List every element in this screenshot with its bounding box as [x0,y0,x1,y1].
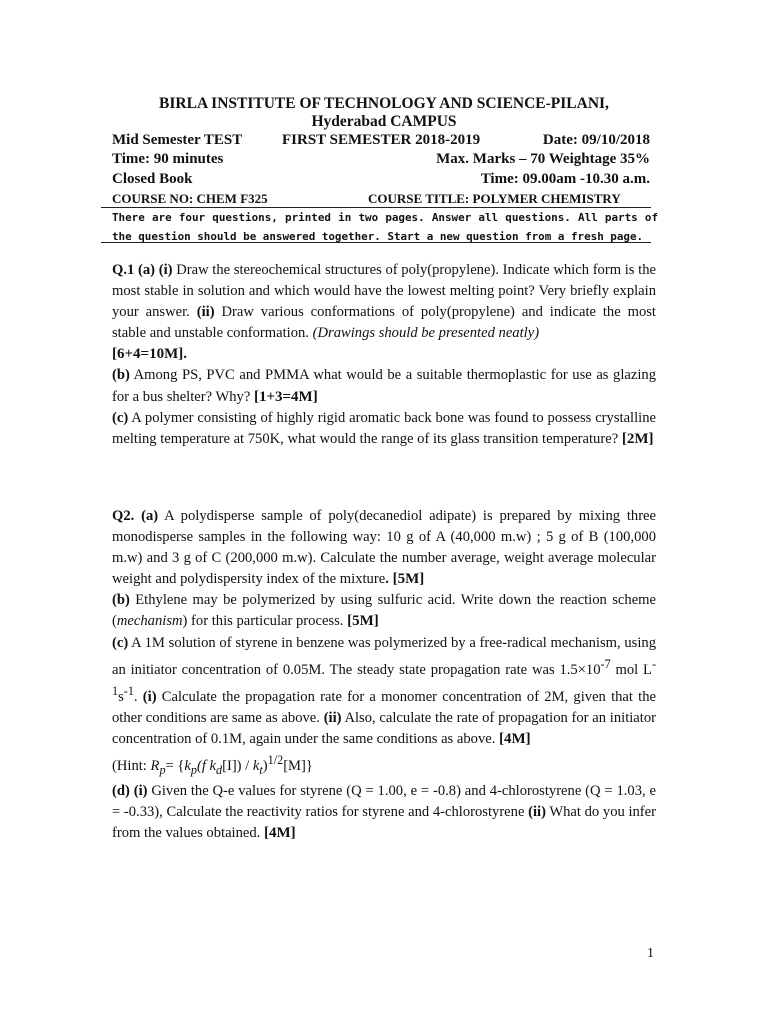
hint-m: [M]} [283,757,313,774]
q2-cii-text: Also, calculate the rate of propagation for an initiator concentration of 0.1M, again under the same conditions as above. [112,709,656,747]
q2-ci-label: (i) [142,688,157,705]
q2-c-text-1: A 1M solution of styrene in benzene was polymerized by a free-radical mechanism, using an initiator concentration of 0.05M. The steady state propagation rate was 1.5×10 [112,634,656,678]
q2-c-exp-2: -1 [112,656,656,698]
campus-name: Hyderabad CAMPUS [311,113,457,130]
hint-close: ) [262,757,268,774]
q2-cii-label: (ii) [323,709,342,726]
hint-exp: 1/2 [267,752,284,767]
hint-kt-sub: t [259,762,263,777]
exam-date: Date: 09/10/2018 [542,132,650,148]
q2-c-text-2: mol L [610,661,652,678]
q2-c-label: (c) [112,634,129,651]
q2-a-text: A polydisperse sample of poly(decanediol adipate) is prepared by mixing three monodisperse samples in the following way: 10 g of A (40,000 m.w) ; 5 g of B (100,000 m.w) and 3 g of C (200,000 m.w). Calculate the number average, weight average molecular weight and polydispersity index of the mixture [112,508,657,588]
q1-c-marks: [2M] [621,430,654,447]
q1-a-label: (a) [138,262,156,278]
time-slot: Time: 09.00am -10.30 a.m. [480,171,650,187]
q2-c-marks: [4M] [499,730,531,747]
q1-c-text: A polymer consisting of highly rigid aromatic back bone was found to possess crystalline melting temperature at 750K, what would the range of its glass transition temperature? [112,409,656,447]
q1-part-b [112,365,656,407]
q2-b-mechanism: mechanism [116,613,183,630]
instructions: There are four questions, printed in two pages. Answer all questions. All parts of the question should be answered together. Start a new question from a fresh page. [112,211,658,243]
header-row-1 [112,132,650,152]
q1-part-c [112,408,656,450]
q2-b-label: (b) [112,592,130,609]
q1-aii-text: Draw various conformations of poly(propylene) and indicate the most stable and unstable conformation. [112,304,656,342]
q1-b-marks: [1+3=4M] [253,388,318,405]
hint-open: (Hint: [112,757,151,774]
q2-d-label: (d) [112,782,130,799]
q2-part-b [112,590,656,632]
q2-di-label: (i) [133,782,148,799]
hint-i: [I]) / [222,757,253,774]
hint-k2: k [252,757,260,774]
hint-kd-sub: d [216,762,223,777]
q2-a-label: (a) [141,508,159,524]
q2-ci-text: Calculate the propagation rate for a monomer concentration of 2M, given that the other conditions are same as above. [112,688,656,726]
q2-part-d [112,781,656,844]
q2-di-text: Given the Q-e values for styrene (Q = 1.00, e = -0.8) and 4-chlorostyrene (Q = 1.03, e = -0.33), Calculate the reactivity ratios for styrene and 4-chlorostyrene [112,782,656,820]
q2-part-a [112,506,656,590]
page-number: 1 [647,946,654,961]
book-type: Closed Book [112,171,193,187]
q2-c-exp-1: -7 [600,656,611,671]
hint-k: k [184,757,191,774]
hint-kp-sub: p [190,762,197,777]
question-1 [112,260,656,450]
q2-d-marks: [4M] [263,824,296,841]
duration: Time: 90 minutes [112,151,224,167]
hint-r: R [150,757,160,774]
course-number: COURSE NO: CHEM F325 [112,191,268,206]
q2-dii-label: (ii) [528,803,546,820]
q1-b-text: Among PS, PVC and PMMA what would be a suitable thermoplastic for use as glazing for a bus shelter? Why? [112,367,656,405]
course-title: COURSE TITLE: POLYMER CHEMISTRY [368,191,621,206]
q2-b-text-2: ) for this particular process. [182,613,348,630]
q2-c-text-3: s [118,688,124,705]
hint-eq: = { [165,757,185,774]
q1-a-marks: [6+4=10M]. [112,346,187,363]
q2-b-marks: [5M] [347,613,379,630]
q2-c-text-4: . [133,688,143,705]
q2-hint [112,750,656,781]
max-marks: Max. Marks – 70 Weightage 35% [436,151,650,167]
q1-c-label: (c) [112,409,129,426]
q2-a-dot: . [385,571,389,588]
q1-aii-label: (ii) [196,304,215,321]
header-row-2 [112,151,650,171]
hint-p-sub: p [159,762,166,777]
q2-number: Q2. [112,508,135,524]
q1-ai-label: (i) [158,262,173,278]
bottom-rule [101,242,651,243]
test-type: Mid Semester TEST [112,132,243,148]
q2-c-exp-3: -1 [123,683,134,698]
q1-ai-text: Draw the stereochemical structures of poly(propylene). Indicate which form is the most stable in solution and which would have the lowest melting point? Very briefly explain your answer. [112,262,657,321]
q2-a-marks: [5M] [388,571,425,588]
header-row-3 [112,171,650,191]
institute-name: BIRLA INSTITUTE OF TECHNOLOGY AND SCIENCE-PILANI, [159,95,609,112]
q1-aii-note: (Drawings should be presented neatly) [312,325,540,342]
q2-dii-text: What do you infer from the values obtained. [112,803,656,841]
q1-number: Q.1 [112,262,135,278]
hint-f: (f k [196,757,217,774]
q1-b-label: (b) [112,367,130,384]
q1-part-a [112,260,656,365]
q2-part-c [112,633,656,750]
question-2 [112,506,656,844]
semester: FIRST SEMESTER 2018-2019 [282,132,481,148]
q2-b-text-1: Ethylene may be polymerized by using sulfuric acid. Write down the reaction scheme ( [112,592,656,630]
